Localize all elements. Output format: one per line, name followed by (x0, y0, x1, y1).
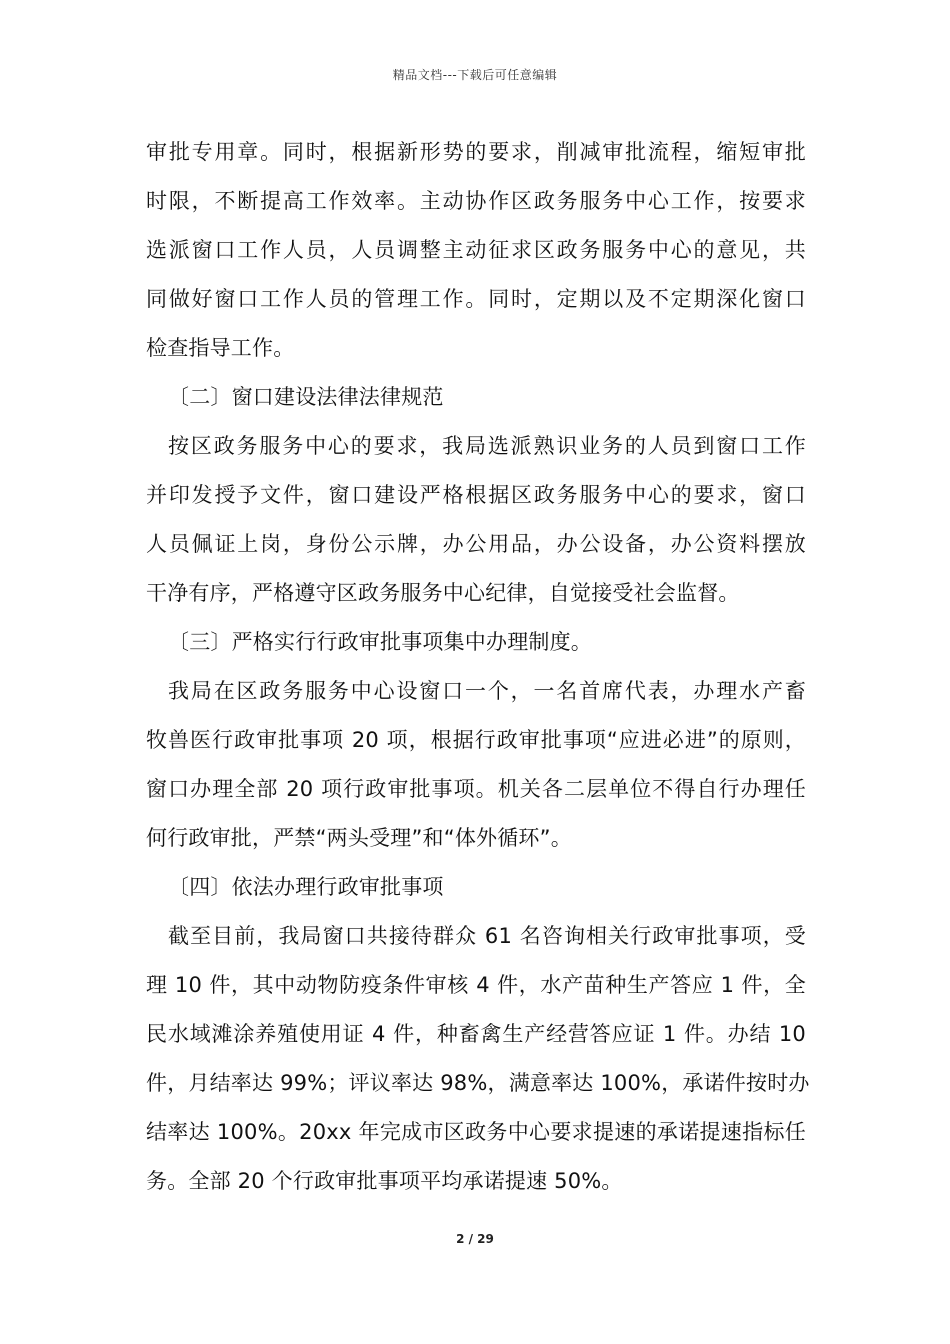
page-number: 2 / 29 (456, 1232, 494, 1246)
text-line: 检查指导工作。 (146, 336, 295, 360)
text-line: 我局在区政务服务中心设窗口一个，一名首席代表，办理水产畜 (168, 679, 806, 703)
text-line: 并印发授予文件，窗口建设严格根据区政务服务中心的要求，窗口 (146, 483, 806, 507)
text-line: 选派窗口工作人员，人员调整主动征求区政务服务中心的意见，共 (146, 238, 806, 262)
document-body (146, 128, 810, 1206)
text-line: 时限，不断提高工作效率。主动协作区政务服务中心工作，按要求 (146, 189, 806, 213)
text-line: 务。全部 20 个行政审批事项平均承诺提速 50%。 (146, 1169, 623, 1193)
text-line: 〔二〕窗口建设法律法律规范 (168, 385, 444, 409)
text-line: 民水域滩涂养殖使用证 4 件，种畜禽生产经营答应证 1 件。办结 10 (146, 1022, 806, 1046)
text-line: 牧兽医行政审批事项 20 项，根据行政审批事项“应进必进”的原则， (146, 728, 806, 752)
text-line: 何行政审批，严禁“两头受理”和“体外循环”。 (146, 826, 572, 850)
text-line: 人员佩证上岗，身份公示牌，办公用品，办公设备，办公资料摆放 (146, 532, 806, 556)
text-line: 干净有序，严格遵守区政务服务中心纪律，自觉接受社会监督。 (146, 581, 740, 605)
text-line: 按区政务服务中心的要求，我局选派熟识业务的人员到窗口工作 (168, 434, 806, 458)
page-header: 精品文档---下载后可任意编辑 (392, 68, 558, 82)
text-line: 截至目前，我局窗口共接待群众 61 名咨询相关行政审批事项，受 (168, 924, 806, 948)
text-line: 窗口办理全部 20 项行政审批事项。机关各二层单位不得自行办理任 (146, 777, 806, 801)
text-line: 件，月结率达 99%；评议率达 98%，满意率达 100%，承诺件按时办 (146, 1071, 810, 1095)
text-line: 理 10 件，其中动物防疫条件审核 4 件，水产苗种生产答应 1 件，全 (146, 973, 806, 997)
text-line: 同做好窗口工作人员的管理工作。同时，定期以及不定期深化窗口 (146, 287, 806, 311)
text-line: 〔三〕严格实行行政审批事项集中办理制度。 (168, 630, 592, 654)
text-line: 结率达 100%。20xx 年完成市区政务中心要求提速的承诺提速指标任 (146, 1120, 806, 1144)
text-line: 审批专用章。同时，根据新形势的要求，削减审批流程，缩短审批 (146, 140, 806, 164)
text-line: 〔四〕依法办理行政审批事项 (168, 875, 444, 899)
